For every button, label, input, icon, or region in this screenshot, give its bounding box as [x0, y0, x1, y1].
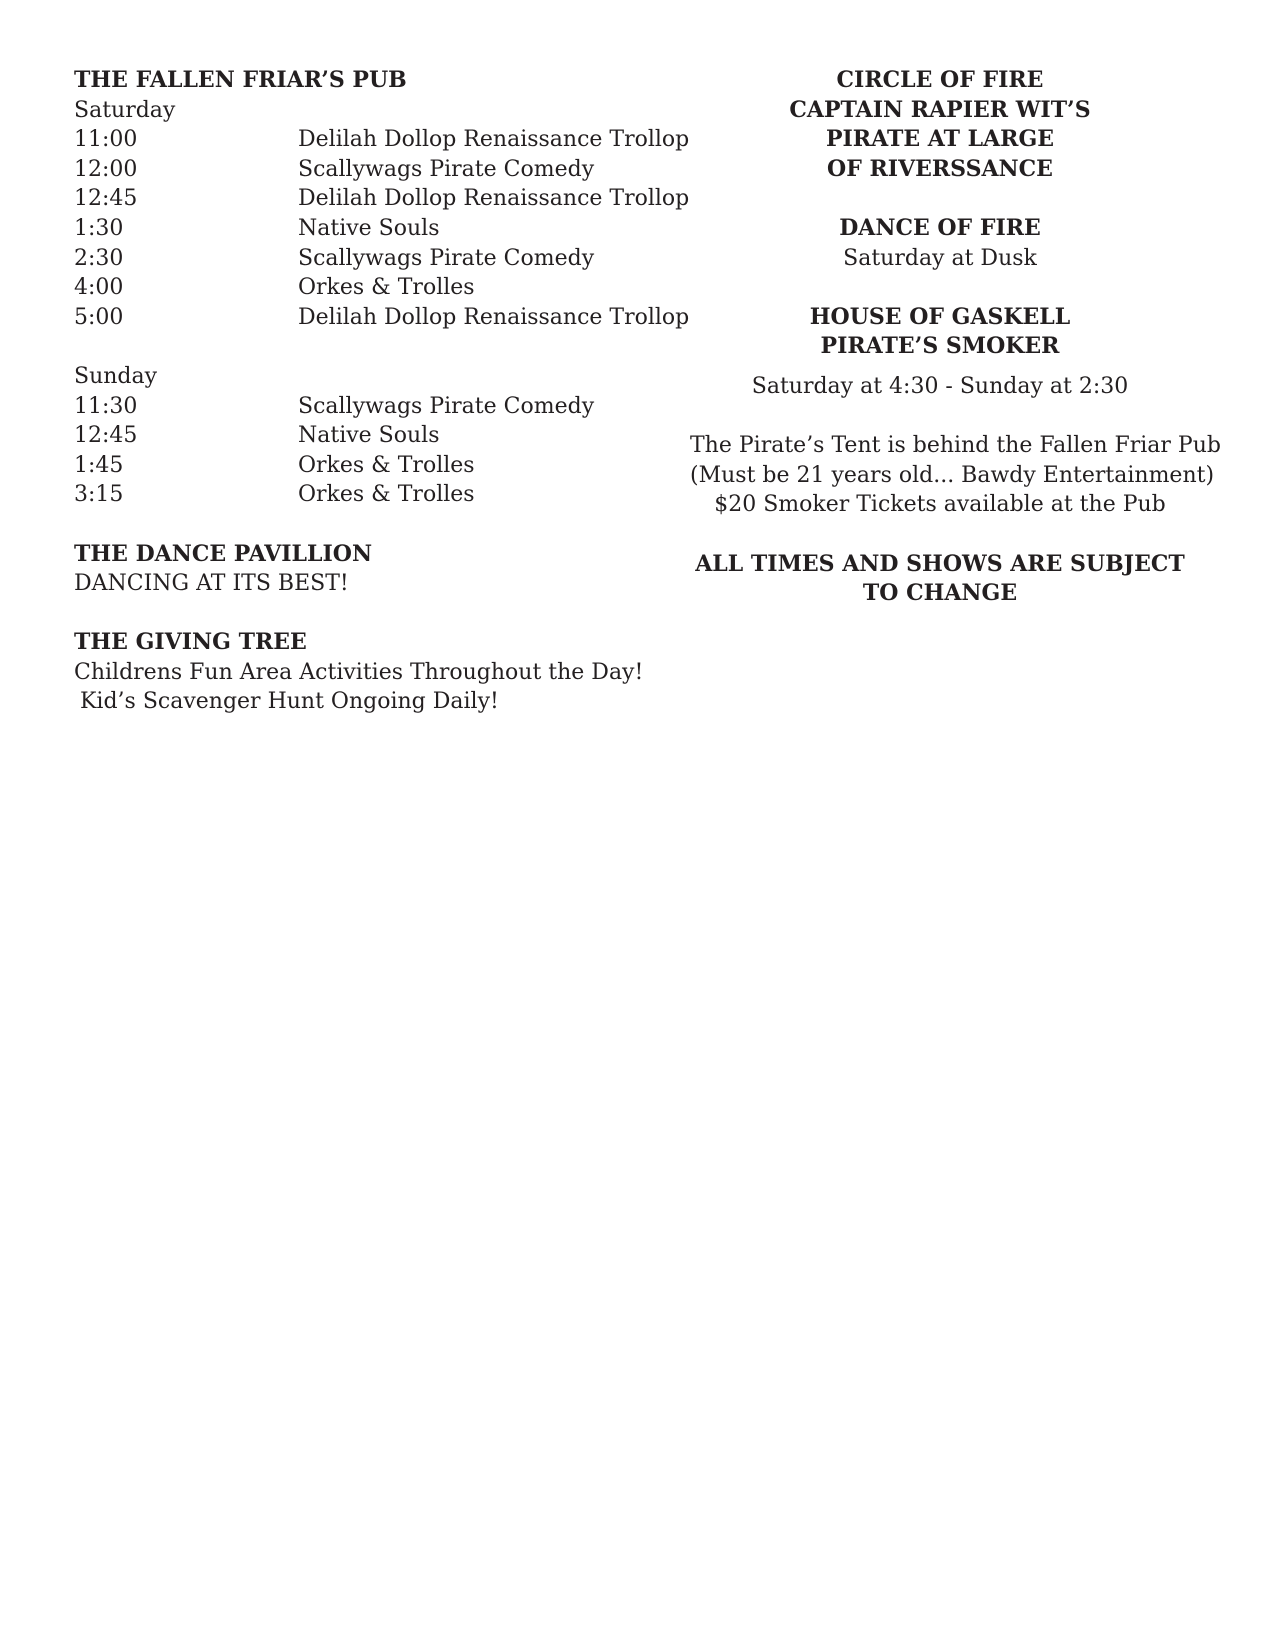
- circle-of-fire-line-3: PIRATE AT LARGE: [825, 126, 1055, 153]
- schedule-row: [74, 392, 674, 422]
- giving-tree-title: THE GIVING TREE: [74, 629, 307, 656]
- schedule-act: Delilah Dollop Renaissance Trollop: [298, 127, 690, 153]
- schedule-act: Orkes & Trolles: [298, 482, 475, 508]
- schedule-row: [74, 303, 690, 333]
- tent-line-3: $20 Smoker Tickets available at the Pub: [714, 492, 1166, 518]
- circle-of-fire-line-2: CAPTAIN RAPIER WIT’S: [789, 96, 1091, 123]
- schedule-act: Delilah Dollop Renaissance Trollop: [298, 186, 690, 212]
- schedule-row: [74, 214, 674, 244]
- giving-tree-line-2: Kid’s Scavenger Hunt Ongoing Daily!: [80, 689, 499, 715]
- saturday-label: Saturday: [74, 97, 176, 123]
- schedule-time: 1:45: [74, 452, 124, 478]
- schedule-row: [74, 184, 690, 214]
- circle-of-fire-line-4: OF RIVERSSANCE: [827, 155, 1053, 182]
- gaskell-subtitle: PIRATE’S SMOKER: [820, 333, 1060, 360]
- schedule-row: [74, 244, 674, 274]
- schedule-time: 12:00: [74, 156, 138, 182]
- dance-pavillion-title: THE DANCE PAVILLION: [74, 540, 373, 567]
- left-column: [74, 66, 690, 717]
- schedule-time: 1:30: [74, 215, 124, 241]
- schedule-row: [74, 155, 674, 185]
- sunday-schedule: [74, 392, 674, 510]
- schedule-row: [74, 480, 674, 510]
- schedule-time: 4:00: [74, 275, 124, 301]
- dance-of-fire-when: Saturday at Dusk: [843, 245, 1037, 271]
- schedule-time: 3:15: [74, 482, 124, 508]
- schedule-time: 12:45: [74, 186, 138, 212]
- gaskell-when: Saturday at 4:30 - Sunday at 2:30: [751, 373, 1129, 399]
- circle-of-fire-title: CIRCLE OF FIRE: [836, 67, 1044, 93]
- schedule-time: 5:00: [74, 304, 124, 330]
- schedule-row: [74, 125, 690, 155]
- schedule-act: Orkes & Trolles: [298, 452, 475, 478]
- schedule-time: 11:00: [74, 127, 138, 153]
- schedule-row: [74, 273, 674, 303]
- notice-line-2: TO CHANGE: [862, 580, 1018, 607]
- tent-line-1: The Pirate’s Tent is behind the Fallen Friar Pub: [690, 433, 1221, 459]
- dance-of-fire-title: DANCE OF FIRE: [839, 214, 1041, 241]
- pub-title: THE FALLEN FRIAR’S PUB: [74, 67, 407, 93]
- saturday-schedule: [74, 125, 690, 332]
- schedule-time: 11:30: [74, 393, 138, 419]
- schedule-act: Native Souls: [298, 423, 440, 449]
- notice-line-1: ALL TIMES AND SHOWS ARE SUBJECT: [695, 550, 1185, 577]
- giving-tree-line-1: Childrens Fun Area Activities Throughout the Day!: [74, 659, 644, 685]
- schedule-row: [74, 421, 674, 451]
- schedule-act: Scallywags Pirate Comedy: [298, 393, 595, 419]
- tent-line-2: (Must be 21 years old... Bawdy Entertainment): [690, 462, 1215, 488]
- dance-pavillion-subtitle: DANCING AT ITS BEST!: [74, 571, 349, 597]
- schedule-act: Delilah Dollop Renaissance Trollop: [298, 304, 690, 330]
- schedule-act: Scallywags Pirate Comedy: [298, 245, 595, 271]
- schedule-act: Scallywags Pirate Comedy: [298, 156, 595, 182]
- schedule-act: Native Souls: [298, 215, 440, 241]
- schedule-time: 2:30: [74, 245, 124, 271]
- schedule-act: Orkes & Trolles: [298, 275, 475, 301]
- right-column: [690, 66, 1221, 609]
- schedule-time: 12:45: [74, 423, 138, 449]
- schedule-row: [74, 451, 674, 481]
- gaskell-title: HOUSE OF GASKELL: [809, 303, 1071, 330]
- sunday-label: Sunday: [74, 363, 158, 389]
